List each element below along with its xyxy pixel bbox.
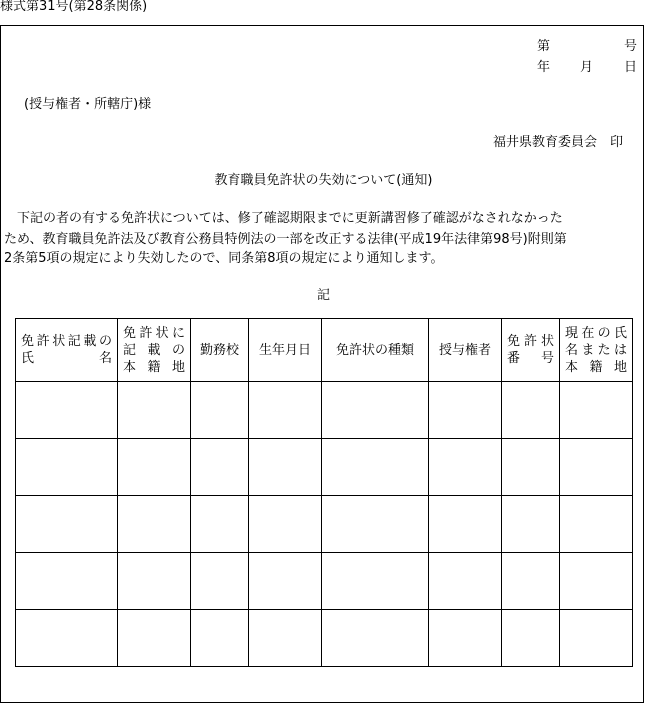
table-cell <box>502 439 560 496</box>
document-number-suffix: 号 <box>624 39 638 54</box>
table-cell <box>429 382 502 439</box>
table-row <box>16 610 633 667</box>
table-cell <box>322 439 429 496</box>
revoked-license-table <box>15 318 633 667</box>
table-cell <box>16 610 118 667</box>
table-cell <box>502 553 560 610</box>
table-cell <box>560 553 633 610</box>
table-cell <box>429 553 502 610</box>
table-cell <box>429 496 502 553</box>
date-year-label: 年 <box>537 60 551 75</box>
table-cell <box>429 439 502 496</box>
body-text-line-2: ため、教育職員免許法及び教育公務員特例法の一部を改正する法律(平成19年法律第98号)附則第 <box>4 232 567 247</box>
table-cell <box>429 610 502 667</box>
header-name-on-license: 免許状記載の 氏 名 <box>16 319 118 382</box>
table-cell <box>191 382 249 439</box>
table-cell <box>502 496 560 553</box>
header-license-type: 免許状の種類 <box>322 319 429 382</box>
table-cell <box>191 496 249 553</box>
table-cell <box>16 439 118 496</box>
table-cell <box>249 439 322 496</box>
table-cell <box>118 610 191 667</box>
table-cell <box>191 610 249 667</box>
table-cell <box>560 610 633 667</box>
table-cell <box>322 496 429 553</box>
header-current-name-domicile: 現在の氏 名または 本 籍 地 <box>560 319 633 382</box>
header-license-number: 免許状 番 号 <box>502 319 560 382</box>
table-cell <box>16 382 118 439</box>
table-cell <box>322 382 429 439</box>
document-title: 教育職員免許状の失効について(通知) <box>214 173 433 188</box>
table-cell <box>502 382 560 439</box>
table-cell <box>16 496 118 553</box>
table-cell <box>322 610 429 667</box>
table-cell <box>249 496 322 553</box>
table-row <box>16 439 633 496</box>
table-header-row <box>16 319 633 382</box>
form-number-label: 様式第31号(第28条関係) <box>0 0 148 14</box>
table-cell <box>249 553 322 610</box>
table-cell <box>191 439 249 496</box>
table-row <box>16 496 633 553</box>
header-birthdate: 生年月日 <box>249 319 322 382</box>
table-cell <box>118 439 191 496</box>
addressee: (授与権者・所轄庁)様 <box>24 97 152 112</box>
date-day-label: 日 <box>624 60 638 75</box>
table-row <box>16 382 633 439</box>
header-granting-authority: 授与権者 <box>429 319 502 382</box>
date-month-label: 月 <box>580 60 594 75</box>
table-cell <box>502 610 560 667</box>
table-cell <box>16 553 118 610</box>
ki-heading: 記 <box>316 288 330 303</box>
table-cell <box>249 382 322 439</box>
table-cell <box>249 610 322 667</box>
table-cell <box>118 496 191 553</box>
table-cell <box>322 553 429 610</box>
header-domicile-on-license: 免許状に 記 載 の 本 籍 地 <box>118 319 191 382</box>
body-text-line-3: 2条第5項の規定により失効したので、同条第8項の規定により通知します。 <box>4 251 444 266</box>
table-cell <box>560 439 633 496</box>
table-cell <box>560 496 633 553</box>
header-school: 勤務校 <box>191 319 249 382</box>
body-text-line-1: 下記の者の有する免許状については、修了確認期限までに更新講習修了確認がなされなかった <box>4 211 563 226</box>
document-number-prefix: 第 <box>537 39 551 54</box>
table-cell <box>191 553 249 610</box>
table-cell <box>560 382 633 439</box>
table-cell <box>118 382 191 439</box>
table-cell <box>118 553 191 610</box>
sender-with-seal: 福井県教育委員会 印 <box>493 135 624 150</box>
table-row <box>16 553 633 610</box>
